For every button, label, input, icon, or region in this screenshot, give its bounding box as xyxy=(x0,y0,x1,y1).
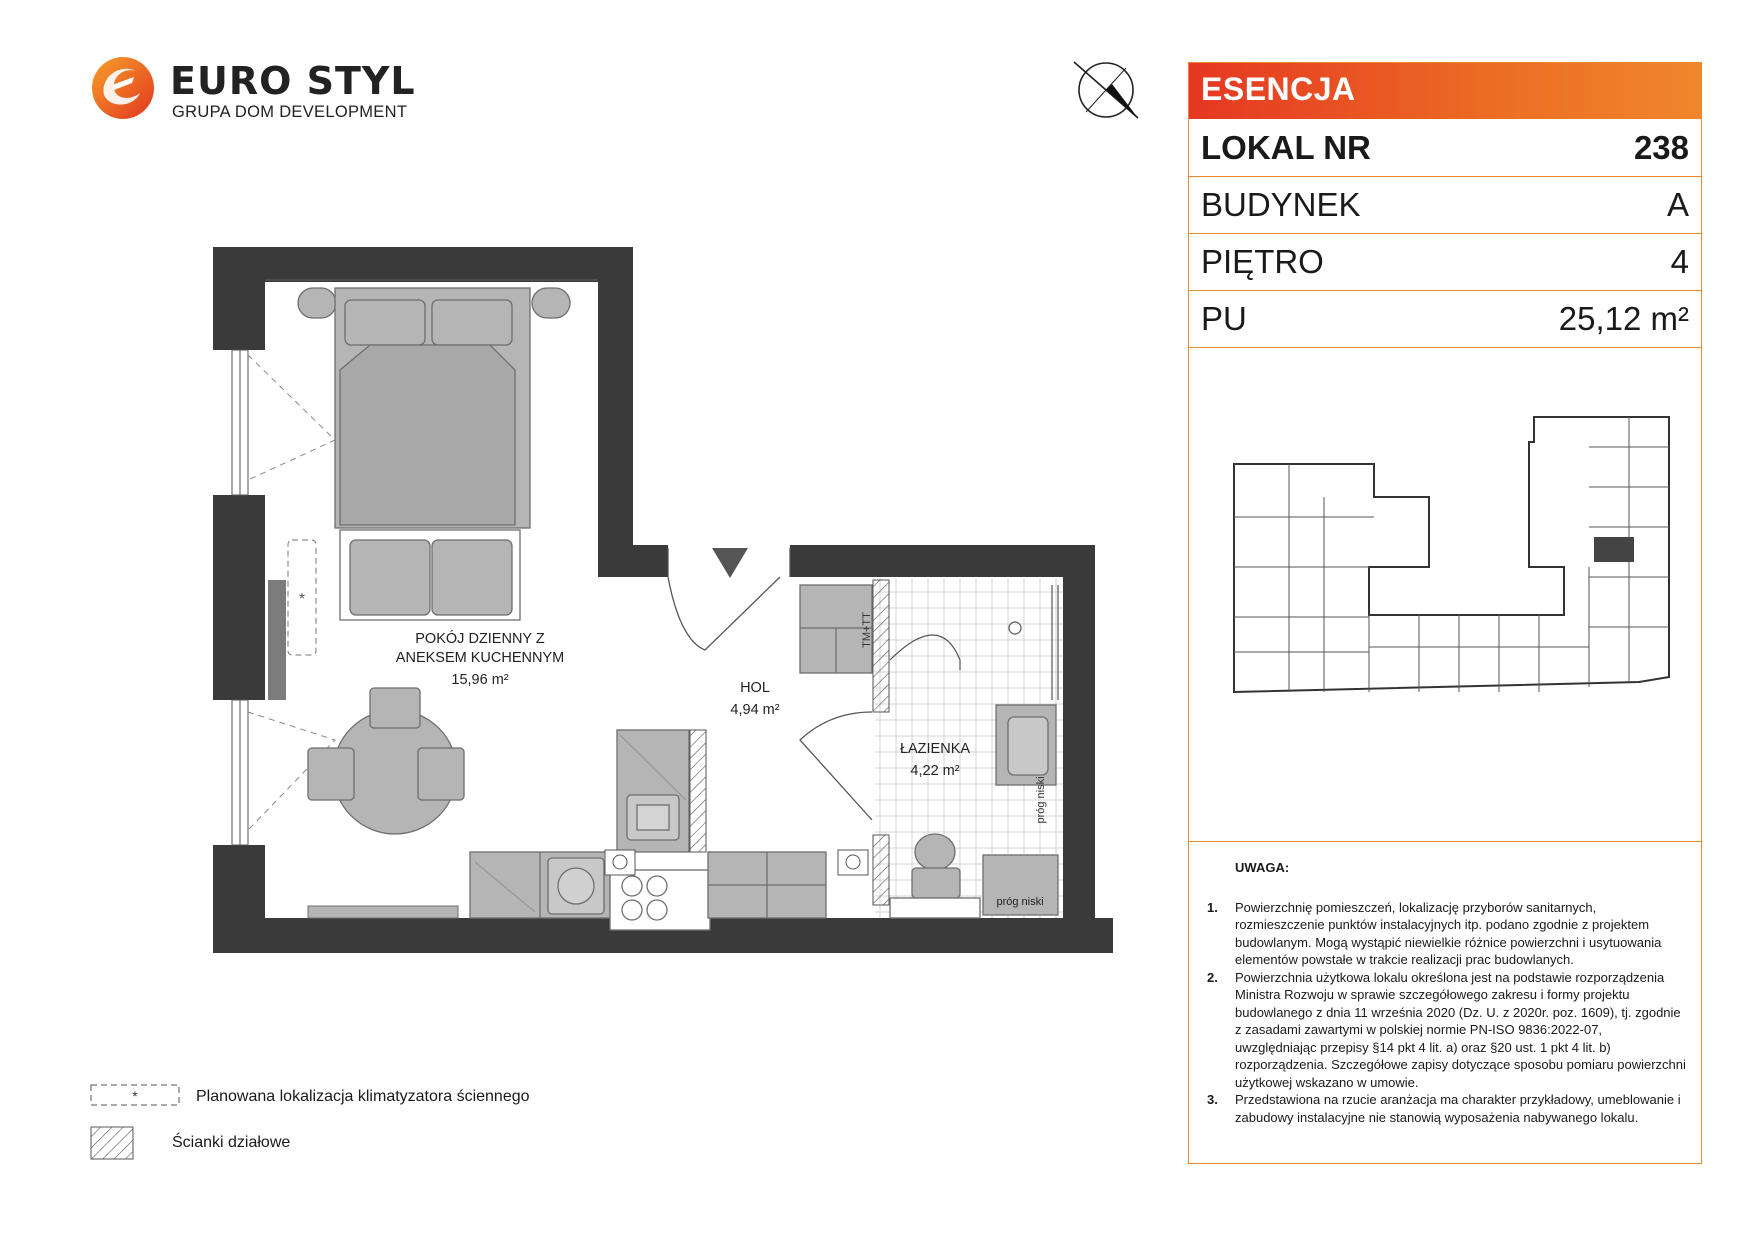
hall-label: HOL xyxy=(740,680,770,696)
living-room-area: 15,96 m² xyxy=(451,672,509,688)
radiator xyxy=(268,580,286,700)
note-item: 1. Powierzchnię pomieszczeń, lokalizację przyborów sanitarnych, rozmieszczenie punktów instalacyjnych itp. podano zgodnie z projektem budowlanym. Mogą wystąpić niewielkie różnice powierzchni i usytuowania elementów powstałe w trakcie realizacji prac budowlanych. xyxy=(1207,899,1662,967)
double-bed xyxy=(298,288,570,620)
bathroom-door xyxy=(800,712,872,820)
brand-name: EURO STYL xyxy=(170,59,416,103)
note-item: 3. Przedstawiona na rzucie aranżacja ma charakter przykładowy, umeblowanie i zabudowy instalacyjne nie stanowią wyposażenia nabywanego lokalu. xyxy=(1207,1092,1681,1125)
svg-text:*: * xyxy=(132,1088,138,1104)
window-left-lower xyxy=(232,700,248,845)
row-floor xyxy=(1189,234,1701,291)
partition-wall-bath-upper xyxy=(873,580,889,712)
highlighted-unit xyxy=(1594,537,1634,562)
row-unit-number-value: 238 xyxy=(1633,129,1689,166)
bathroom-label: ŁAZIENKA xyxy=(899,741,971,757)
row-area xyxy=(1189,291,1701,348)
entry-arrow-icon xyxy=(712,548,748,578)
project-name: ESENCJA xyxy=(1201,71,1356,107)
project-header xyxy=(1189,63,1701,119)
legend-partition-text: Ścianki działowe xyxy=(172,1134,291,1151)
row-floor-label: PIĘTRO xyxy=(1201,243,1324,280)
window-swing-upper xyxy=(248,355,335,480)
row-building-value: A xyxy=(1666,186,1689,223)
low-threshold-label-horizontal: próg niski xyxy=(996,896,1044,908)
row-unit-number xyxy=(1189,120,1701,177)
partition-wall-bath-lower xyxy=(873,835,889,905)
row-building xyxy=(1189,177,1701,234)
hall-area: 4,94 m² xyxy=(730,702,780,718)
key-plan-drawing xyxy=(1189,347,1701,841)
brand-subtitle: GRUPA DOM DEVELOPMENT xyxy=(172,103,408,121)
ac-marker: * xyxy=(298,591,306,608)
partition-wall-kitchen xyxy=(690,730,706,852)
bathroom-area: 4,22 m² xyxy=(910,763,960,779)
row-unit-number-label: LOKAL NR xyxy=(1201,129,1371,166)
bathroom-sink xyxy=(996,705,1056,785)
low-threshold-label-vertical: próg niski xyxy=(1035,776,1047,824)
notes-section xyxy=(1207,859,1687,1126)
living-room-label-line2: ANEKSEM KUCHENNYM xyxy=(395,650,565,666)
dashed-box-icon xyxy=(90,1084,182,1108)
living-room-label-line1: POKÓJ DZIENNY Z xyxy=(415,631,545,647)
notes-title: UWAGA: xyxy=(1235,860,1290,875)
tm-tt-label: TM+TT xyxy=(861,612,873,648)
row-area-value: 25,12 m² xyxy=(1558,300,1689,337)
building-key-plan xyxy=(1189,347,1701,842)
kitchen-counter xyxy=(470,730,826,930)
row-building-label: BUDYNEK xyxy=(1201,186,1361,223)
tv-cabinet xyxy=(308,906,458,918)
note-item: 2. Powierzchnia użytkowa lokalu określona jest na podstawie rozporządzenia Ministra Rozwoju w sprawie szczegółowego zakresu i formy projektu budowlanego z dnia 11 września 2020 (Dz. U. z 2020r. poz. 1609), tj. zgodnie z zasadami zawartymi w polskiej normie PN-ISO 9836:2022-07, uwzględniając przepisy §14 pkt 4 lit. a) oraz §20 ust. 1 pkt 4 lit. b) rozporządzenia. Szczegółowe zapisy dotyczące sposobu pomiaru powierzchni użytkowej wskazano w umowie. xyxy=(1207,969,1686,1090)
dining-table xyxy=(308,688,464,834)
legend-ac-text: Planowana lokalizacja klimatyzatora ściennego xyxy=(196,1088,530,1105)
hatched-box-icon xyxy=(90,1126,136,1160)
row-floor-value: 4 xyxy=(1670,243,1689,280)
window-left-upper xyxy=(232,350,248,495)
unit-info-panel xyxy=(1188,62,1702,1164)
row-area-label: PU xyxy=(1201,300,1247,337)
